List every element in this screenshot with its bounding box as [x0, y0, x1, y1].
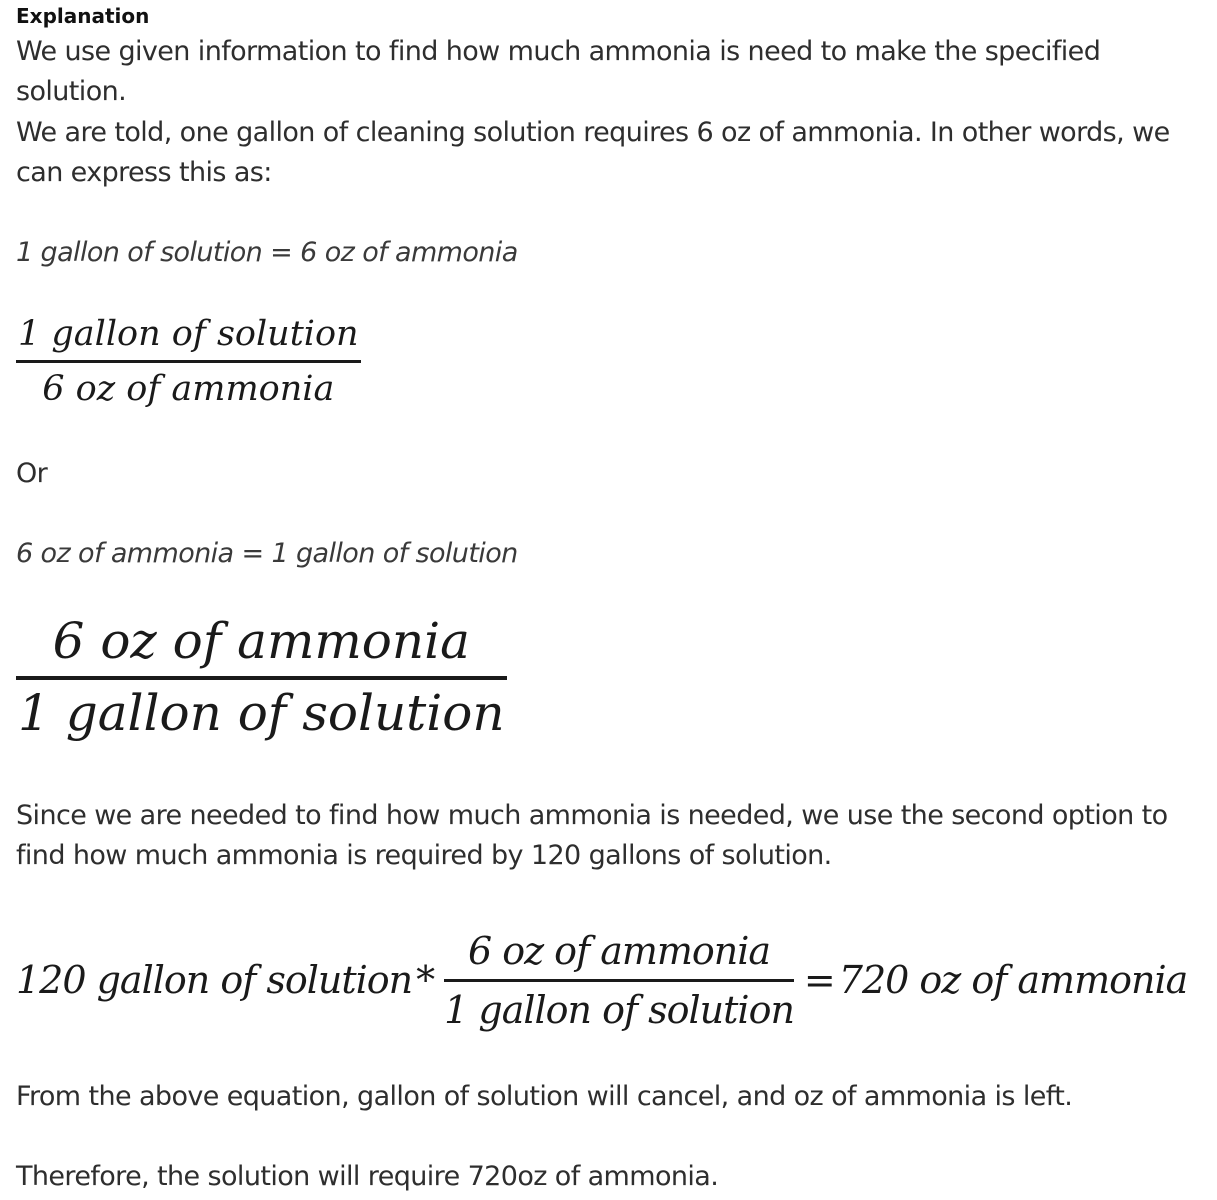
equation-lhs: 120 gallon of solution — [16, 958, 413, 1002]
fraction-bar — [444, 979, 794, 982]
fraction-denominator: 6 oz of ammonia — [42, 369, 335, 409]
paragraph-given: We are told, one gallon of cleaning solution requires 6 oz of ammonia. In other words, we can express this as: — [16, 117, 1170, 188]
equation-rhs: 720 oz of ammonia — [838, 958, 1188, 1002]
fraction-numerator: 6 oz of ammonia — [52, 612, 470, 670]
conversion-equation — [16, 920, 1187, 1040]
paragraph-cancel: From the above equation, gallon of solution will cancel, and oz of ammonia is left. — [16, 1081, 1073, 1112]
or-text: Or — [16, 458, 48, 489]
fraction-ounces-over-gallon — [16, 612, 507, 742]
paragraph-method: Since we are needed to find how much ammonia is needed, we use the second option to find how much ammonia is required by 120 gallons of solution. — [16, 800, 1168, 871]
fraction-denominator: 1 gallon of solution — [18, 684, 505, 742]
fraction-bar — [16, 360, 361, 363]
paragraph-conclusion: Therefore, the solution will require 720oz of ammonia. — [16, 1161, 719, 1192]
fraction-bar — [16, 676, 507, 680]
equality-first: 1 gallon of solution = 6 oz of ammonia — [16, 237, 518, 268]
equation-fraction — [444, 929, 794, 1032]
fraction-numerator: 1 gallon of solution — [18, 314, 359, 354]
equation-times: * — [416, 958, 435, 1002]
equation-fraction-denominator: 1 gallon of solution — [444, 987, 794, 1032]
equality-second: 6 oz of ammonia = 1 gallon of solution — [16, 538, 518, 569]
fraction-gallon-over-ounces — [16, 314, 361, 409]
explanation-heading: Explanation — [16, 4, 150, 28]
paragraph-intro: We use given information to find how much ammonia is need to make the specified solution. — [16, 36, 1101, 107]
equation-equals: = — [803, 958, 835, 1002]
equation-fraction-numerator: 6 oz of ammonia — [467, 928, 771, 973]
